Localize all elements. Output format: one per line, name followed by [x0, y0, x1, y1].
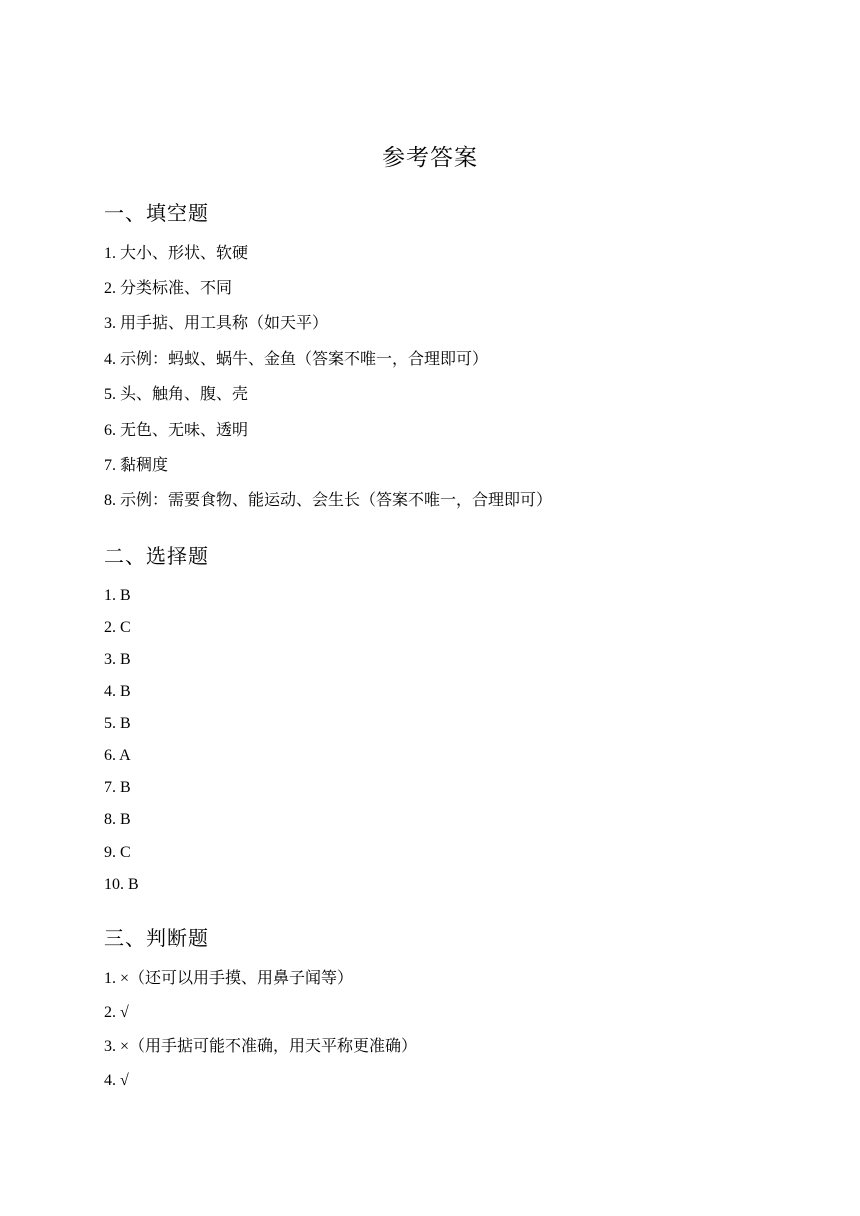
answer-line: 3. 用手掂、用工具称（如天平） — [104, 315, 329, 332]
answer-line: 10. B — [104, 876, 139, 893]
answer-line: 2. √ — [104, 1004, 129, 1021]
answer-line: 4. B — [104, 683, 131, 700]
answer-line: 1. B — [104, 587, 131, 604]
answer-line: 8. B — [104, 811, 131, 828]
answer-line: 2. C — [104, 619, 131, 636]
answer-line: 8. 示例：需要食物、能运动、会生长（答案不唯一，合理即可） — [104, 492, 553, 509]
answer-line: 6. 无色、无味、透明 — [104, 422, 249, 439]
answer-line: 6. A — [104, 747, 131, 764]
answer-line: 9. C — [104, 844, 131, 861]
answer-line: 7. 黏稠度 — [104, 457, 169, 474]
answer-line: 1. ×（还可以用手摸、用鼻子闻等） — [104, 970, 354, 987]
answer-line: 7. B — [104, 779, 131, 796]
section-heading-fill-in-blanks: 一、填空题 — [104, 201, 209, 225]
answer-line: 4. 示例：蚂蚁、蜗牛、金鱼（答案不唯一，合理即可） — [104, 351, 489, 368]
section-heading-multiple-choice: 二、选择题 — [104, 544, 209, 568]
answer-line: 4. √ — [104, 1072, 129, 1089]
answer-line: 3. ×（用手掂可能不准确，用天平称更准确） — [104, 1038, 418, 1055]
answer-line: 5. 头、触角、腹、壳 — [104, 386, 249, 403]
answer-line: 1. 大小、形状、软硬 — [104, 245, 249, 262]
answer-line: 5. B — [104, 715, 131, 732]
answer-line: 3. B — [104, 651, 131, 668]
page-title: 参考答案 — [382, 145, 478, 171]
answer-line: 2. 分类标准、不同 — [104, 280, 233, 297]
section-heading-true-false: 三、判断题 — [104, 926, 209, 950]
